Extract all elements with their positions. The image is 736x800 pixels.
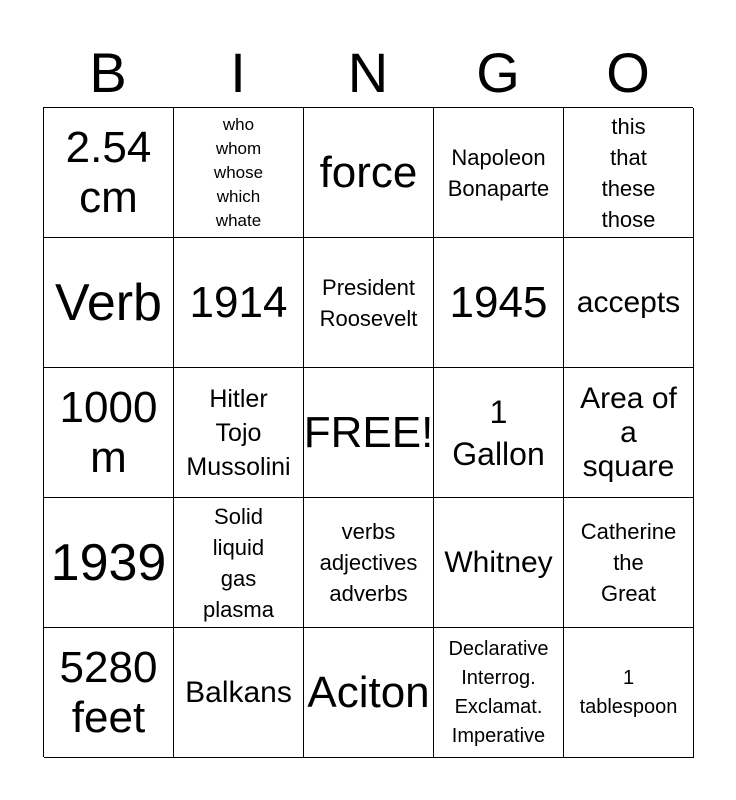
bingo-cell[interactable]: this that these those xyxy=(564,108,694,238)
bingo-cell[interactable]: Aciton xyxy=(304,628,434,758)
bingo-cell[interactable]: 1 tablespoon xyxy=(564,628,694,758)
bingo-cell[interactable]: Balkans xyxy=(174,628,304,758)
bingo-cell[interactable]: Whitney xyxy=(434,498,564,628)
bingo-cell[interactable]: Solid liquid gas plasma xyxy=(174,498,304,628)
header-letter-o: O xyxy=(606,41,650,104)
bingo-cell[interactable]: 1914 xyxy=(174,238,304,368)
bingo-cell[interactable]: accepts xyxy=(564,238,694,368)
bingo-cell[interactable]: 5280 feet xyxy=(44,628,174,758)
bingo-cell[interactable]: who whom whose which whate xyxy=(174,108,304,238)
bingo-cell[interactable]: 1 Gallon xyxy=(434,368,564,498)
free-space-cell[interactable]: FREE! xyxy=(304,368,434,498)
bingo-cell[interactable]: 1000 m xyxy=(44,368,174,498)
header-letter-n: N xyxy=(347,41,389,104)
bingo-cell[interactable]: 1939 xyxy=(44,498,174,628)
header-letter-b: B xyxy=(89,41,127,104)
bingo-cell[interactable]: Declarative Interrog. Exclamat. Imperative xyxy=(434,628,564,758)
bingo-header xyxy=(43,38,693,108)
bingo-grid xyxy=(43,107,693,757)
bingo-cell[interactable]: Catherine the Great xyxy=(564,498,694,628)
bingo-cell[interactable]: Hitler Tojo Mussolini xyxy=(174,368,304,498)
bingo-cell[interactable]: President Roosevelt xyxy=(304,238,434,368)
bingo-cell[interactable]: 2.54 cm xyxy=(44,108,174,238)
bingo-cell[interactable]: verbs adjectives adverbs xyxy=(304,498,434,628)
bingo-cell[interactable]: Napoleon Bonaparte xyxy=(434,108,564,238)
bingo-cell[interactable]: Verb xyxy=(44,238,174,368)
bingo-cell[interactable]: 1945 xyxy=(434,238,564,368)
header-letter-g: G xyxy=(476,41,520,104)
bingo-cell[interactable]: force xyxy=(304,108,434,238)
header-letter-i: I xyxy=(230,41,246,104)
bingo-cell[interactable]: Area of a square xyxy=(564,368,694,498)
